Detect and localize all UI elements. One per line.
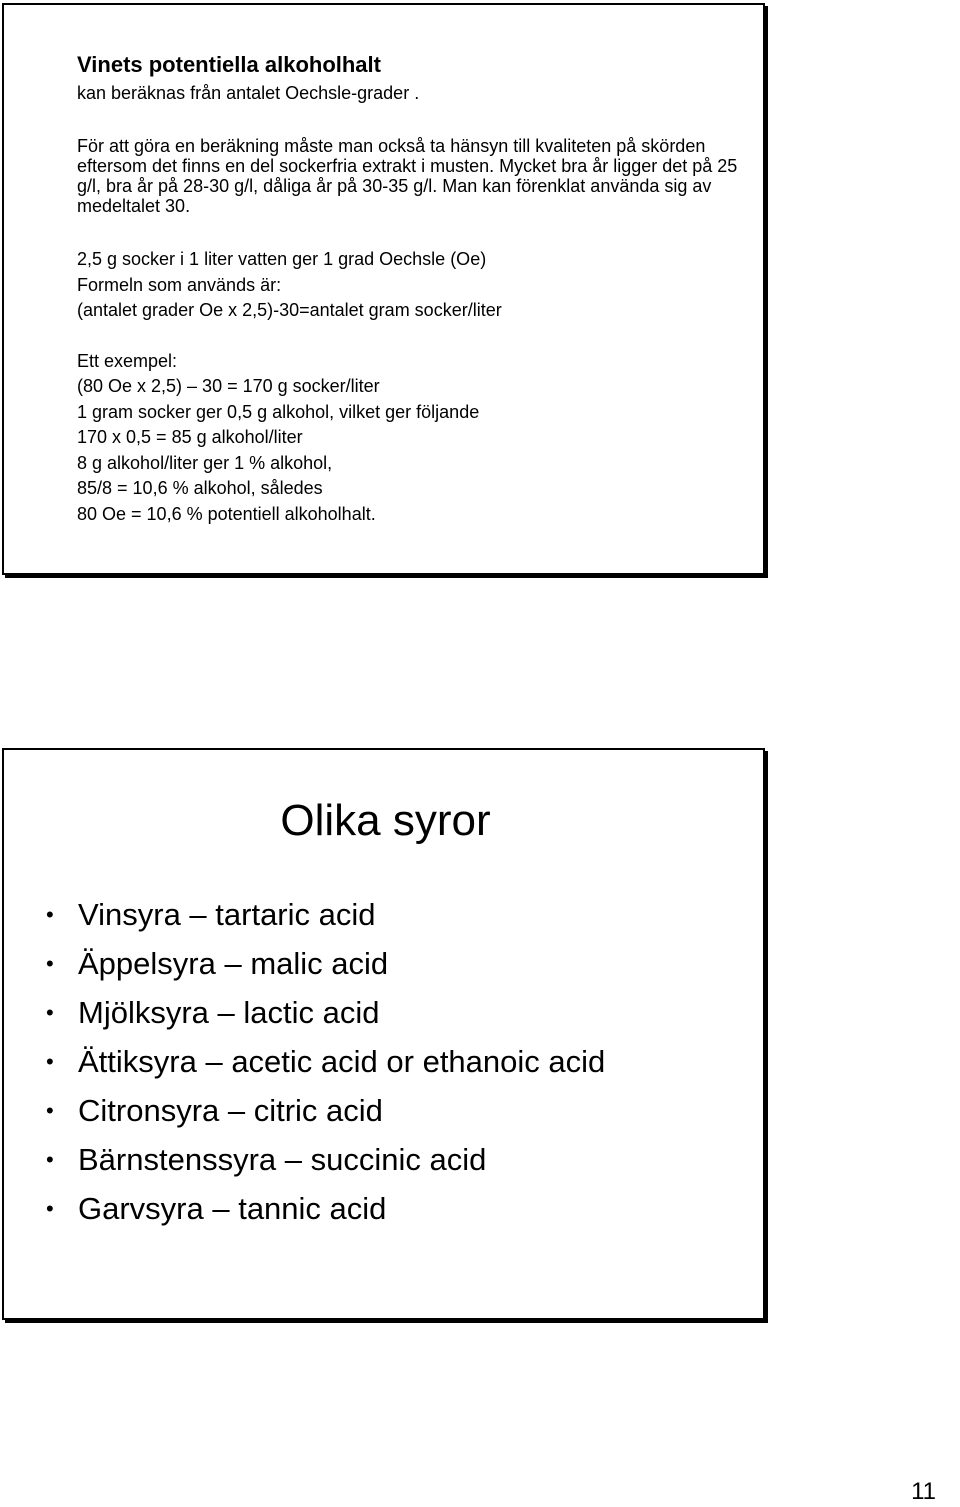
slide-title: Olika syror (280, 796, 491, 845)
bullet-icon: • (46, 902, 54, 927)
list-item-label: Mjölksyra – lactic acid (78, 995, 380, 1030)
list-item (42, 896, 605, 945)
slide-subtitle: kan beräknas från antalet Oechsle-grader . (77, 83, 420, 103)
bullet-icon: • (46, 1147, 54, 1172)
bullet-icon: • (46, 951, 54, 976)
bullet-icon: • (46, 1000, 54, 1025)
list-item (42, 1141, 605, 1190)
bullet-icon: • (46, 1098, 54, 1123)
example-heading: Ett exempel: (77, 351, 178, 371)
list-item (42, 1092, 605, 1141)
list-item-label: Äppelsyra – malic acid (78, 946, 389, 981)
list-item (42, 945, 605, 994)
acid-list (42, 896, 605, 1239)
text-line: 1 gram socker ger 0,5 g alkohol, vilket ger följande (77, 402, 480, 422)
list-item-label: Garvsyra – tannic acid (78, 1191, 387, 1226)
list-item-label: Ättiksyra – acetic acid or ethanoic acid (78, 1044, 606, 1079)
list-item-label: Vinsyra – tartaric acid (78, 897, 376, 932)
text-line: 8 g alkohol/liter ger 1 % alkohol, (77, 453, 333, 473)
list-item (42, 994, 605, 1043)
text-line: 85/8 = 10,6 % alkohol, således (77, 478, 323, 498)
list-item-label: Bärnstenssyra – succinic acid (78, 1142, 487, 1177)
text-line: Formeln som används är: (77, 275, 282, 295)
list-item (42, 1043, 605, 1092)
slide-title: Vinets potentiella alkoholhalt (77, 52, 381, 77)
bullet-icon: • (46, 1049, 54, 1074)
quality-paragraph: För att göra en beräkning måste man också ta hänsyn till kvaliteten på skörden eftersom det finns en del sockerfria extrakt i musten. Mycket bra år ligger det på 25 g/l, bra år på 28-30 g/l, dåliga år på 30-35 g/l. Man kan förenklat använda sig av medeltalet 30. (77, 136, 738, 216)
list-item-label: Citronsyra – citric acid (78, 1093, 383, 1128)
bullet-icon: • (46, 1196, 54, 1221)
page-number: 11 (911, 1478, 936, 1505)
slide-acids (2, 748, 765, 1320)
text-line: (80 Oe x 2,5) – 30 = 170 g socker/liter (77, 376, 380, 396)
list-item (42, 1190, 605, 1239)
formula-line: (antalet grader Oe x 2,5)-30=antalet gram socker/liter (77, 300, 502, 320)
text-line: 2,5 g socker i 1 liter vatten ger 1 grad Oechsle (Oe) (77, 249, 487, 269)
text-line: 80 Oe = 10,6 % potentiell alkoholhalt. (77, 504, 376, 524)
slide-potential-alcohol (2, 3, 765, 575)
text-line: 170 x 0,5 = 85 g alkohol/liter (77, 427, 303, 447)
